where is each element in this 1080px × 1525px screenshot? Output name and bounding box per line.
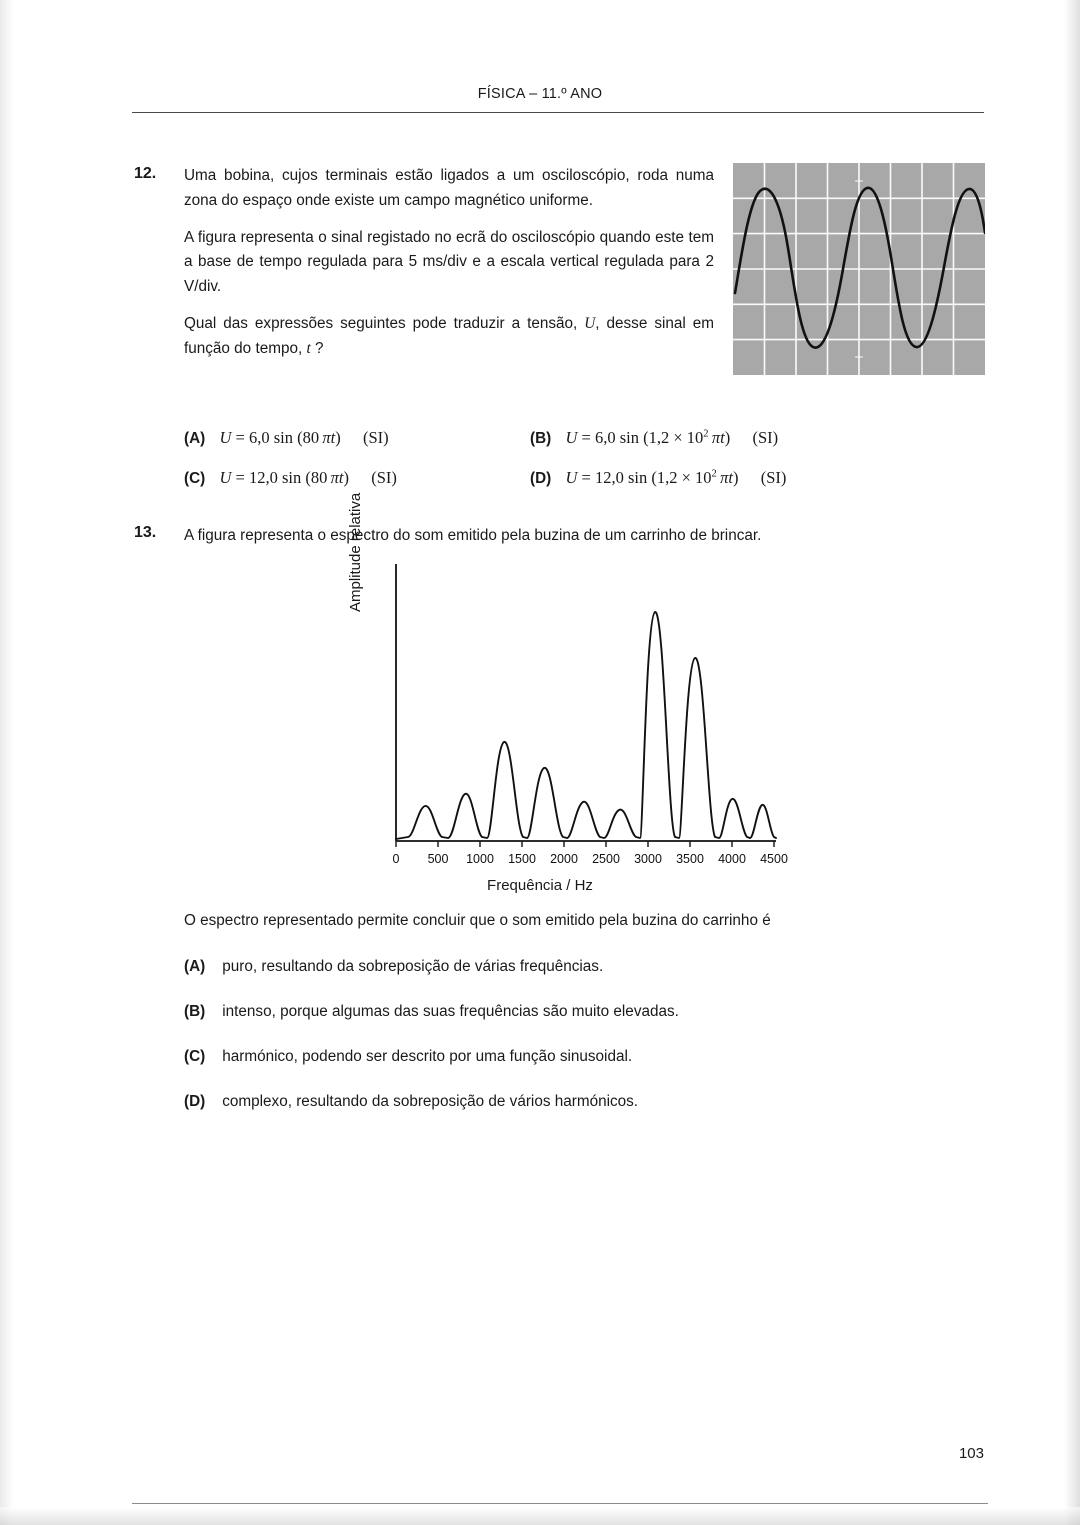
x-tick-500: 500	[427, 852, 449, 866]
option-a-formula: U = 6,0 sin (80 πt)	[219, 428, 341, 447]
question-12-option-b[interactable]	[530, 428, 778, 448]
q13-option-c-label: (C)	[184, 1048, 206, 1065]
x-tick-3500: 3500	[676, 852, 704, 866]
x-tick-4000: 4000	[718, 852, 746, 866]
x-tick-0: 0	[392, 852, 400, 866]
q13-option-d-text: complexo, resultando da sobreposição de vários harmónicos.	[222, 1093, 639, 1110]
x-tick-3000: 3000	[634, 852, 662, 866]
option-d-units: (SI)	[760, 468, 787, 487]
question-12-option-d[interactable]	[530, 468, 786, 488]
scan-edge-left	[0, 0, 14, 1525]
q13-option-b-text: intenso, porque algumas das suas frequências são muito elevadas.	[222, 1003, 679, 1020]
option-c-units: (SI)	[371, 468, 397, 487]
spectrum-y-axis-label: Amplitude relativa	[347, 492, 364, 612]
header-divider	[132, 112, 984, 113]
q13-option-d-label: (D)	[184, 1093, 206, 1110]
x-tick-2500: 2500	[592, 852, 620, 866]
option-b-label: (B)	[530, 430, 552, 447]
q12-p3-var-u: U	[584, 314, 596, 332]
spectrum-chart	[330, 556, 800, 901]
question-13-option-c[interactable]	[184, 1048, 632, 1066]
x-tick-1500: 1500	[508, 852, 536, 866]
option-a-units: (SI)	[363, 428, 389, 447]
scan-edge-right	[1064, 0, 1080, 1525]
question-12-paragraph-1: Uma bobina, cujos terminais estão ligados a um osciloscópio, roda numa zona do espaço onde existe um campo magnético uniforme.	[184, 167, 714, 209]
footer-divider	[132, 1503, 988, 1504]
q12-p3-post: ?	[310, 339, 324, 357]
question-13-option-d[interactable]	[184, 1093, 638, 1111]
question-13-option-b[interactable]	[184, 1003, 679, 1021]
page-header-title: FÍSICA – 11.º ANO	[477, 86, 603, 102]
question-13-number: 13.	[134, 524, 157, 541]
x-tick-1000: 1000	[466, 852, 494, 866]
question-12-paragraph-2: A figura representa o sinal registado no ecrã do osciloscópio quando este tem a base de tempo regulada para 5 ms/div e a escala vertical regulada para 2 V/div.	[184, 228, 714, 296]
q13-option-a-label: (A)	[184, 958, 206, 975]
option-c-label: (C)	[184, 470, 206, 487]
x-tick-4500: 4500	[760, 852, 788, 866]
question-12-option-c[interactable]	[184, 468, 397, 488]
option-b-formula: U = 6,0 $\sin (1,2 \times 10^2$ πt)	[565, 428, 731, 447]
option-c-formula: U = 12,0 sin (80 πt)	[219, 468, 350, 487]
question-12-text	[184, 164, 714, 361]
scan-edge-bottom	[0, 1507, 1080, 1525]
spectrum-x-axis-label: Frequência / Hz	[487, 877, 593, 894]
question-12-number: 12.	[134, 165, 157, 182]
q12-p3-pre: Qual das expressões seguintes pode traduzir a tensão,	[184, 314, 585, 332]
q12-p3-var-t: t	[306, 339, 311, 357]
spectrum-x-ticks	[396, 841, 774, 847]
q13-option-c-text: harmónico, podendo ser descrito por uma função sinusoidal.	[222, 1048, 633, 1065]
option-b-units: (SI)	[752, 428, 779, 447]
question-13-stem: A figura representa o espectro do som emitido pela buzina de um carrinho de brincar.	[184, 527, 762, 544]
option-d-label: (D)	[530, 470, 552, 487]
option-a-label: (A)	[184, 430, 206, 447]
option-d-formula: U = 12,0 $\sin (1,2 \times 10^2$ πt)	[565, 468, 739, 487]
page-number: 103	[958, 1445, 984, 1462]
question-13-option-a[interactable]	[184, 958, 603, 976]
q13-option-a-text: puro, resultando da sobreposição de várias frequências.	[222, 958, 604, 975]
x-tick-2000: 2000	[550, 852, 578, 866]
q13-option-b-label: (B)	[184, 1003, 206, 1020]
oscilloscope-figure	[733, 163, 985, 375]
question-12-paragraph-3	[184, 312, 714, 362]
q12-p3-mid: , desse sinal em função do tempo,	[184, 314, 715, 357]
question-13-lead: O espectro representado permite concluir que o som emitido pela buzina do carrinho é	[184, 912, 771, 929]
